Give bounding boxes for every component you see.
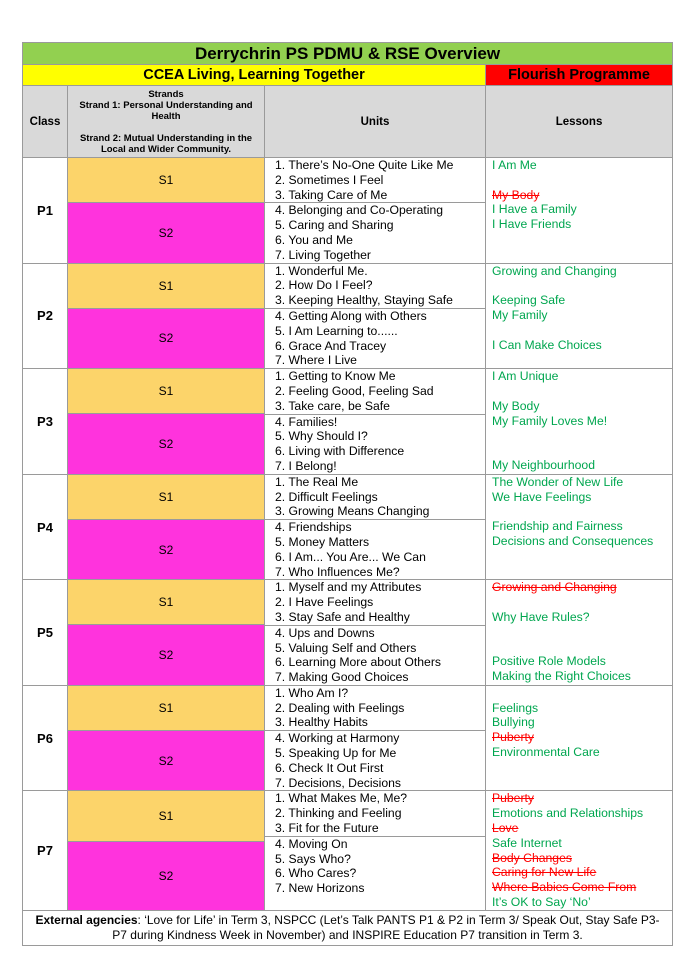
unit-item: 6. Check It Out First: [275, 760, 384, 775]
units-s2-group: [265, 837, 485, 896]
class-label-p4: P4: [23, 474, 68, 580]
lesson-spacer: [492, 595, 672, 610]
units-cell-p7: [265, 791, 486, 910]
unit-item: 4. Ups and Downs: [275, 625, 375, 640]
unit-item: 6. You and Me: [275, 232, 353, 247]
unit-item: 4. Moving On: [275, 836, 348, 851]
unit-item: 4. Working at Harmony: [275, 731, 400, 746]
unit-item: 7. Where I Live: [275, 353, 357, 368]
units-cell-p4: [265, 474, 486, 580]
lesson-item: I Am Unique: [492, 369, 559, 384]
lesson-item-removed: Puberty: [492, 791, 535, 806]
unit-item: 5. Caring and Sharing: [275, 218, 394, 233]
units-s1-group: [265, 369, 485, 414]
unit-item: 1. Getting to Know Me: [275, 369, 396, 384]
units-s2-group: [265, 731, 485, 790]
unit-item: 6. Who Cares?: [275, 866, 357, 881]
unit-item: 1. What Makes Me, Me?: [275, 791, 408, 806]
unit-item: 4. Families!: [275, 414, 338, 429]
lesson-item: My Family Loves Me!: [492, 413, 608, 428]
lesson-spacer: [492, 504, 672, 519]
unit-item: 6. I Am... You Are... We Can: [275, 549, 426, 564]
ccea-heading: CCEA Living, Learning Together: [23, 65, 486, 86]
lesson-item: Making the Right Choices: [492, 669, 631, 684]
unit-item: 7. Living Together: [275, 247, 371, 262]
class-label-p2: P2: [23, 263, 68, 369]
external-agencies-note: [23, 910, 673, 945]
unit-item: 1. Wonderful Me.: [275, 263, 368, 278]
class-label-p3: P3: [23, 369, 68, 475]
units-s1-group: [265, 264, 485, 309]
unit-item: 1. Myself and my Attributes: [275, 580, 422, 595]
lesson-item: We Have Feelings: [492, 489, 592, 504]
unit-item: 2. Dealing with Feelings: [275, 700, 405, 715]
lesson-item: I Can Make Choices: [492, 337, 602, 352]
unit-item: 7. Making Good Choices: [275, 670, 409, 685]
units-s1-group: [265, 686, 485, 731]
lesson-item: My Family: [492, 307, 548, 322]
lesson-spacer: [492, 443, 672, 458]
strand-s1-p7: S1: [68, 791, 265, 842]
unit-item: 5. Speaking Up for Me: [275, 746, 397, 761]
strands-header: [68, 86, 265, 158]
lesson-item-removed: Love: [492, 821, 519, 836]
units-s2-group: [265, 415, 485, 474]
unit-item: 7. I Belong!: [275, 458, 337, 473]
class-header: Class: [23, 86, 68, 158]
lesson-item-removed: Caring for New Life: [492, 865, 597, 880]
strand-s1-p2: S1: [68, 263, 265, 308]
unit-item: 3. Keeping Healthy, Staying Safe: [275, 293, 453, 308]
lesson-spacer: [492, 278, 672, 293]
lesson-item: Growing and Changing: [492, 263, 617, 278]
unit-item: 7. New Horizons: [275, 881, 365, 896]
unit-item: 2. Thinking and Feeling: [275, 806, 402, 821]
unit-item: 1. There’s No-One Quite Like Me: [275, 158, 454, 172]
lessons-cell-p6: [486, 685, 673, 791]
lesson-spacer: [492, 625, 672, 640]
lesson-item: Bullying: [492, 715, 535, 730]
strand-s1-p1: S1: [68, 158, 265, 203]
lesson-item: Keeping Safe: [492, 293, 566, 308]
unit-item: 4. Getting Along with Others: [275, 308, 427, 323]
strands-title: Strands: [148, 88, 184, 100]
units-s2-group: [265, 520, 485, 579]
units-s2-group: [265, 203, 485, 262]
unit-item: 5. Valuing Self and Others: [275, 640, 417, 655]
external-agencies-text: : ‘Love for Life’ in Term 3, NSPCC (Let’s Talk PANTS P1 & P2 in Term 3/ Speak Out, Stay Safe P3-P7 during Kindness Week in November) and INSPIRE Education P7 transition in Term 3.: [112, 912, 660, 942]
lesson-item: I Have a Family: [492, 202, 577, 217]
class-label-p1: P1: [23, 158, 68, 264]
lessons-cell-p7: [486, 791, 673, 910]
strand-s2-p2: S2: [68, 308, 265, 368]
lesson-spacer: [492, 640, 672, 655]
units-s2-group: [265, 626, 485, 685]
lessons-cell-p1: [486, 158, 673, 264]
strand-s1-p5: S1: [68, 580, 265, 625]
lesson-spacer: [492, 428, 672, 443]
flourish-heading: Flourish Programme: [486, 65, 673, 86]
unit-item: 3. Taking Care of Me: [275, 187, 388, 202]
strand-s2-p5: S2: [68, 625, 265, 685]
unit-item: 2. I Have Feelings: [275, 595, 374, 610]
unit-item: 2. Feeling Good, Feeling Sad: [275, 383, 434, 398]
unit-item: 5. Says Who?: [275, 851, 351, 866]
unit-item: 3. Healthy Habits: [275, 715, 368, 730]
units-cell-p5: [265, 580, 486, 686]
strand-s1-p6: S1: [68, 685, 265, 730]
unit-item: 5. I Am Learning to......: [275, 323, 398, 338]
units-cell-p3: [265, 369, 486, 475]
units-cell-p6: [265, 685, 486, 791]
lesson-item: It’s OK to Say ‘No’: [492, 895, 591, 910]
lesson-item-removed: Body Changes: [492, 850, 572, 865]
unit-item: 6. Learning More about Others: [275, 655, 441, 670]
strand-s2-p7: S2: [68, 842, 265, 910]
unit-item: 2. Sometimes I Feel: [275, 172, 384, 187]
class-label-p5: P5: [23, 580, 68, 686]
lesson-item: Why Have Rules?: [492, 609, 590, 624]
lesson-item: Environmental Care: [492, 745, 600, 760]
strand2-label: Strand 2: Mutual Understanding in the Local and Wider Community.: [79, 132, 253, 155]
lesson-item: My Neighbourhood: [492, 457, 595, 472]
class-label-p6: P6: [23, 685, 68, 791]
class-label-p7: P7: [23, 791, 68, 910]
unit-item: 3. Growing Means Changing: [275, 504, 430, 519]
strand-s1-p3: S1: [68, 369, 265, 414]
unit-item: 3. Take care, be Safe: [275, 398, 390, 413]
lesson-item: Emotions and Relationships: [492, 806, 644, 821]
units-cell-p2: [265, 263, 486, 369]
lesson-item: The Wonder of New Life: [492, 474, 624, 489]
overview-document: [22, 42, 672, 946]
units-s2-group: [265, 309, 485, 368]
units-s1-group: [265, 158, 485, 203]
units-header: Units: [265, 86, 486, 158]
lesson-item-removed: Puberty: [492, 730, 535, 745]
units-s1-group: [265, 791, 485, 836]
lesson-item: Friendship and Fairness: [492, 519, 623, 534]
lesson-item-removed: My Body: [492, 187, 540, 202]
lesson-item: I Am Me: [492, 158, 537, 172]
lessons-cell-p5: [486, 580, 673, 686]
unit-item: 3. Fit for the Future: [275, 821, 379, 836]
unit-item: 5. Why Should I?: [275, 429, 368, 444]
lesson-item: Decisions and Consequences: [492, 533, 654, 548]
lesson-item-removed: Growing and Changing: [492, 580, 617, 595]
unit-item: 4. Friendships: [275, 520, 352, 535]
lessons-cell-p4: [486, 474, 673, 580]
units-cell-p1: [265, 158, 486, 264]
lesson-spacer: [492, 323, 672, 338]
lessons-cell-p2: [486, 263, 673, 369]
unit-item: 1. Who Am I?: [275, 685, 349, 700]
unit-item: 5. Money Matters: [275, 534, 370, 549]
unit-item: 2. How Do I Feel?: [275, 278, 373, 293]
lessons-header: Lessons: [486, 86, 673, 158]
strand-s2-p4: S2: [68, 519, 265, 579]
lessons-cell-p3: [486, 369, 673, 475]
lesson-item: Positive Role Models: [492, 654, 606, 669]
lesson-spacer: [492, 384, 672, 399]
unit-item: 2. Difficult Feelings: [275, 489, 378, 504]
unit-item: 4. Belonging and Co-Operating: [275, 203, 444, 218]
document-title: Derrychrin PS PDMU & RSE Overview: [23, 43, 673, 65]
lesson-item: Safe Internet: [492, 835, 562, 850]
lesson-spacer: [492, 173, 672, 188]
strand-s2-p6: S2: [68, 730, 265, 790]
lesson-item: My Body: [492, 398, 540, 413]
strand-s2-p3: S2: [68, 414, 265, 474]
lesson-item-removed: Where Babies Come From: [492, 880, 637, 895]
units-s1-group: [265, 475, 485, 520]
strand-s1-p4: S1: [68, 474, 265, 519]
strand-s2-p1: S2: [68, 203, 265, 263]
overview-table: [22, 42, 673, 946]
external-agencies-label: External agencies: [35, 912, 138, 927]
unit-item: 6. Living with Difference: [275, 444, 405, 459]
unit-item: 6. Grace And Tracey: [275, 338, 387, 353]
lesson-item: I Have Friends: [492, 217, 572, 232]
lesson-item: Feelings: [492, 700, 539, 715]
unit-item: 3. Stay Safe and Healthy: [275, 609, 410, 624]
lesson-spacer: [492, 686, 672, 701]
strand1-label: Strand 1: Personal Understanding and Health: [79, 99, 253, 122]
unit-item: 7. Decisions, Decisions: [275, 775, 401, 790]
units-s1-group: [265, 580, 485, 625]
unit-item: 7. Who Influences Me?: [275, 564, 400, 579]
unit-item: 1. The Real Me: [275, 474, 359, 489]
